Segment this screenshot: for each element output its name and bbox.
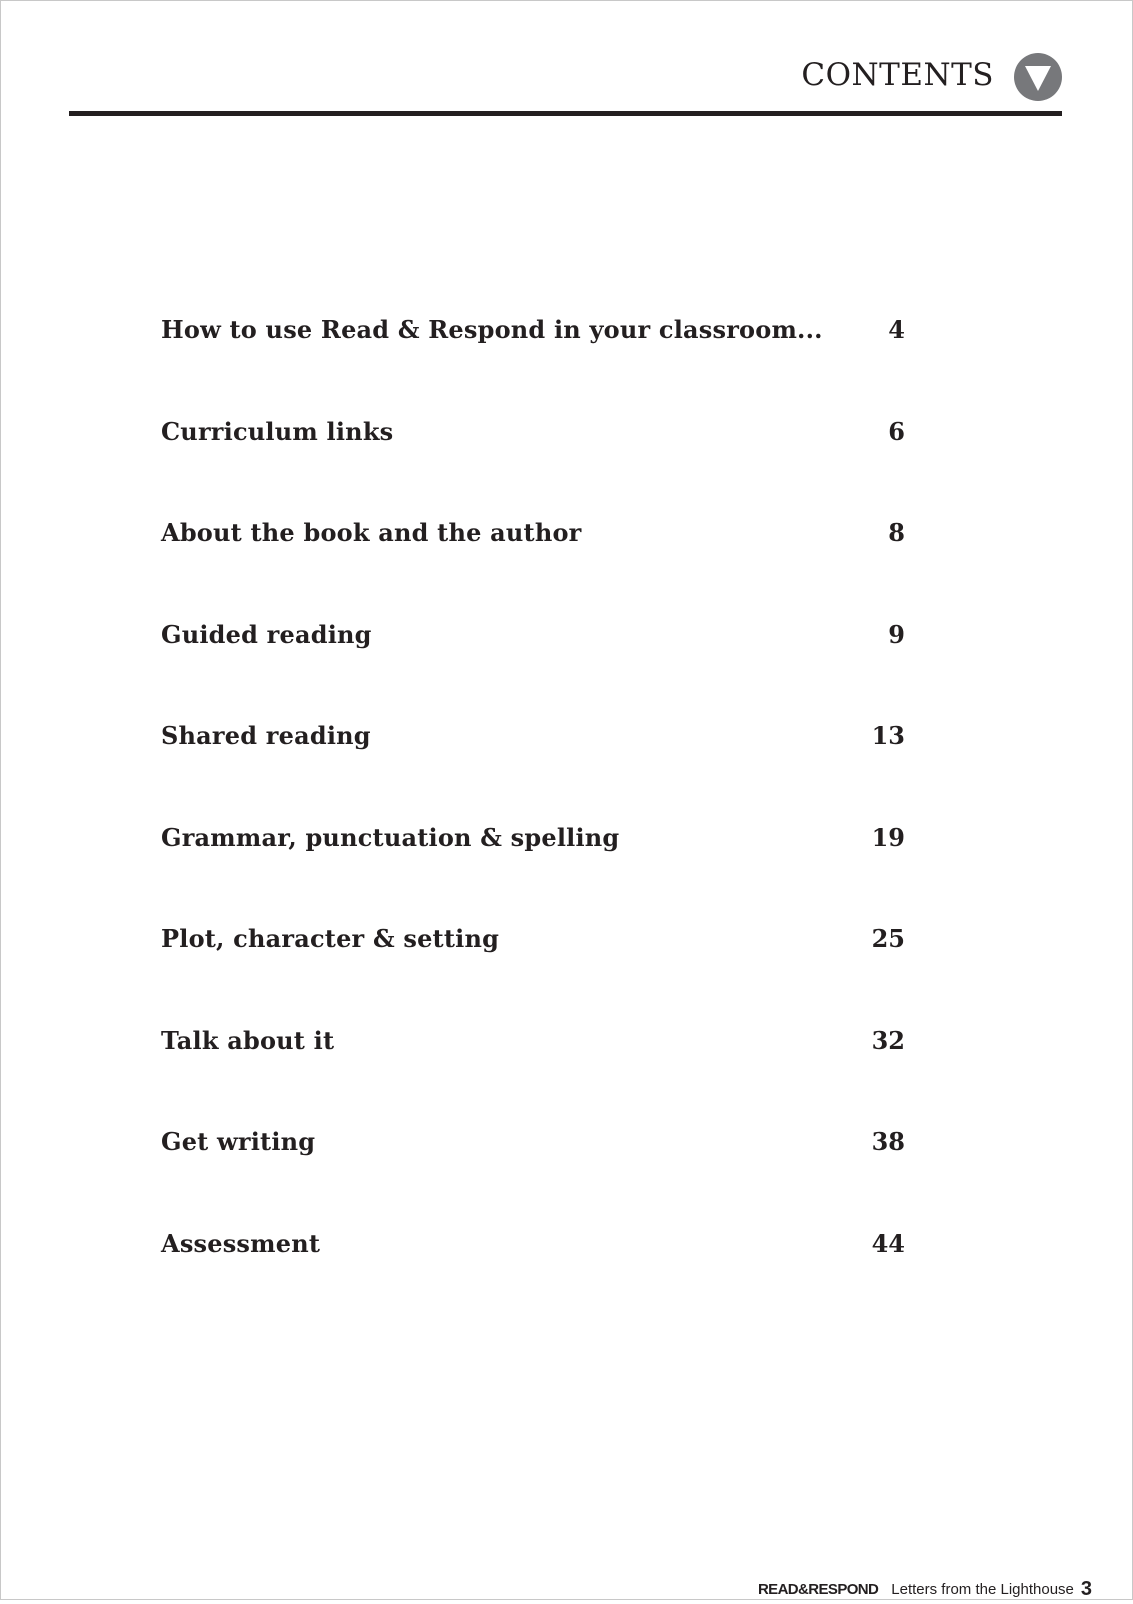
toc-entry-title: How to use Read & Respond in your classroom... [161,315,823,344]
toc-entry-page: 38 [871,1127,905,1156]
toc-entry-page: 8 [888,518,905,547]
toc-entry-title: Plot, character & setting [161,924,500,953]
toc-entry-title: Curriculum links [161,416,394,446]
toc-entry-title: Talk about it [161,1025,335,1055]
toc-entry[interactable] [161,1222,905,1324]
toc-entry-title: Shared reading [161,721,371,750]
toc-entry-page: 44 [871,1228,905,1258]
toc-entry-title: Guided reading [161,619,372,649]
toc-entry-page: 4 [888,315,905,344]
brand-logo: READ&RESPOND [757,1580,879,1598]
page-title: CONTENTS [801,57,994,93]
toc-entry[interactable] [161,308,905,410]
toc-entry[interactable] [161,410,905,512]
toc-entry-title: Assessment [161,1228,321,1258]
toc-entry[interactable] [161,1120,905,1222]
page-number: 3 [1080,1577,1092,1600]
toc-entry[interactable] [161,613,905,715]
toc-entry-page: 6 [888,416,905,446]
table-of-contents [161,308,905,1323]
toc-entry-page: 13 [871,721,905,750]
footer-book-title: Letters from the Lighthouse [891,1580,1074,1598]
triangle-down-icon [1014,53,1062,101]
toc-entry-page: 9 [888,619,905,649]
toc-entry-page: 32 [871,1025,905,1055]
toc-entry[interactable] [161,917,905,1019]
toc-entry-page: 25 [871,924,905,953]
toc-entry-title: Get writing [161,1127,316,1156]
toc-entry[interactable] [161,816,905,918]
toc-entry-page: 19 [871,822,905,852]
toc-entry-title: Grammar, punctuation & spelling [161,822,620,852]
toc-entry[interactable] [161,511,905,613]
toc-entry-title: About the book and the author [161,518,582,547]
page-header [69,50,1062,116]
toc-entry[interactable] [161,1019,905,1121]
header-rule [69,111,1062,116]
toc-entry[interactable] [161,714,905,816]
